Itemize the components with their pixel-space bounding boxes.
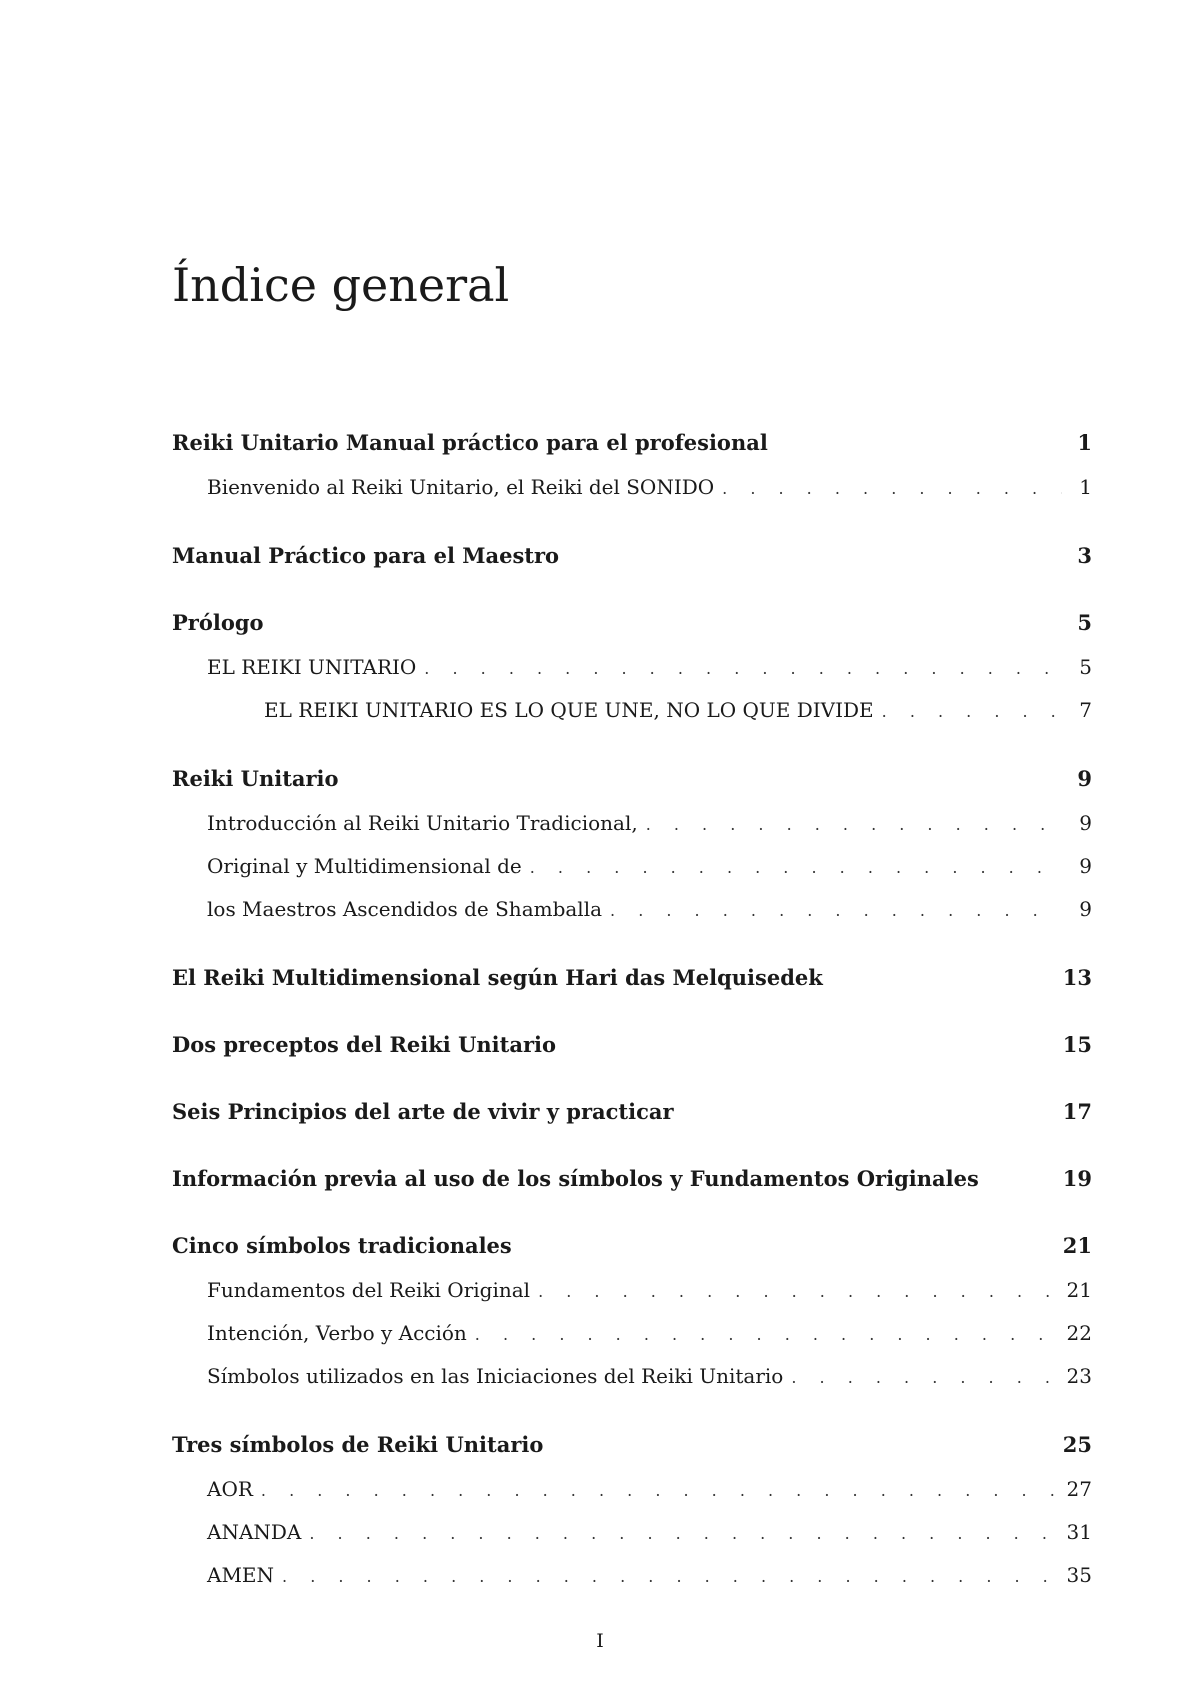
dot-leader bbox=[882, 690, 1062, 733]
toc-section-entry[interactable] bbox=[172, 1468, 1092, 1511]
dot-leader bbox=[475, 1313, 1059, 1356]
toc-section-page: 1 bbox=[1079, 475, 1092, 499]
toc-section-entry[interactable] bbox=[172, 1511, 1092, 1554]
toc-chapter-page: 21 bbox=[1062, 1233, 1092, 1258]
toc-chapter-title: Reiki Unitario bbox=[172, 766, 339, 791]
toc-chapter-entry[interactable] bbox=[172, 1233, 1092, 1266]
dot-leader bbox=[530, 846, 1062, 889]
toc-section-page: 7 bbox=[1079, 698, 1092, 722]
dot-leader bbox=[722, 467, 1062, 510]
toc-chapter-page: 1 bbox=[1077, 430, 1092, 455]
toc-section-page: 35 bbox=[1066, 1563, 1092, 1587]
toc-chapter-entry[interactable] bbox=[172, 430, 1092, 463]
toc-chapter-page: 25 bbox=[1062, 1432, 1092, 1457]
dot-leader bbox=[646, 803, 1062, 846]
toc-section-title: EL REIKI UNITARIO ES LO QUE UNE, NO LO QUE DIVIDE bbox=[264, 698, 874, 722]
toc-chapter-entry[interactable] bbox=[172, 965, 1092, 998]
toc-chapter-title: Reiki Unitario Manual práctico para el profesional bbox=[172, 430, 768, 455]
dot-leader bbox=[424, 647, 1062, 690]
dot-leader bbox=[610, 889, 1062, 932]
toc-section-title: los Maestros Ascendidos de Shamballa bbox=[207, 897, 603, 921]
toc-section-page: 31 bbox=[1066, 1520, 1092, 1544]
toc-section-entry[interactable] bbox=[172, 1554, 1092, 1597]
toc-section-page: 23 bbox=[1066, 1364, 1092, 1388]
page-number: I bbox=[596, 1630, 604, 1652]
toc-chapter-page: 13 bbox=[1062, 965, 1092, 990]
toc-chapter-page: 17 bbox=[1062, 1099, 1092, 1124]
toc-section-entry[interactable] bbox=[172, 1355, 1092, 1398]
toc-chapter-page: 15 bbox=[1062, 1032, 1092, 1057]
toc-section-title: Introducción al Reiki Unitario Tradicional, bbox=[207, 811, 638, 835]
toc-chapter-entry[interactable] bbox=[172, 1432, 1092, 1465]
table-of-contents bbox=[172, 430, 1092, 1597]
toc-section-entry[interactable] bbox=[172, 802, 1092, 845]
toc-chapter-entry[interactable] bbox=[172, 1099, 1092, 1132]
toc-subsection-entry[interactable] bbox=[172, 689, 1092, 732]
toc-section-title: Fundamentos del Reiki Original bbox=[207, 1278, 531, 1302]
toc-chapter-page: 19 bbox=[1062, 1166, 1092, 1191]
toc-chapter-title: Dos preceptos del Reiki Unitario bbox=[172, 1032, 557, 1057]
toc-chapter-entry[interactable] bbox=[172, 610, 1092, 643]
dot-leader bbox=[309, 1512, 1058, 1555]
toc-chapter-entry[interactable] bbox=[172, 1032, 1092, 1065]
toc-section-title: Símbolos utilizados en las Iniciaciones del Reiki Unitario bbox=[207, 1364, 784, 1388]
toc-section-title: AOR bbox=[207, 1477, 253, 1501]
toc-chapter-title: Información previa al uso de los símbolos y Fundamentos Originales bbox=[172, 1166, 979, 1191]
toc-chapter-title: Prólogo bbox=[172, 610, 264, 635]
toc-chapter-title: Tres símbolos de Reiki Unitario bbox=[172, 1432, 544, 1457]
toc-section-title: EL REIKI UNITARIO bbox=[207, 655, 417, 679]
toc-chapter-page: 5 bbox=[1077, 610, 1092, 635]
dot-leader bbox=[261, 1469, 1059, 1512]
toc-section-page: 27 bbox=[1066, 1477, 1092, 1501]
toc-section-page: 5 bbox=[1079, 655, 1092, 679]
dot-leader bbox=[791, 1356, 1058, 1399]
toc-section-page: 9 bbox=[1079, 811, 1092, 835]
toc-section-entry[interactable] bbox=[172, 888, 1092, 931]
toc-section-entry[interactable] bbox=[172, 1312, 1092, 1355]
dot-leader bbox=[282, 1555, 1059, 1598]
toc-chapter-entry[interactable] bbox=[172, 1166, 1092, 1199]
dot-leader bbox=[538, 1270, 1058, 1313]
toc-chapter-page: 9 bbox=[1077, 766, 1092, 791]
toc-section-title: AMEN bbox=[207, 1563, 275, 1587]
toc-section-page: 21 bbox=[1066, 1278, 1092, 1302]
toc-section-entry[interactable] bbox=[172, 1269, 1092, 1312]
toc-chapter-title: Manual Práctico para el Maestro bbox=[172, 543, 560, 568]
toc-chapter-title: Cinco símbolos tradicionales bbox=[172, 1233, 512, 1258]
toc-section-entry[interactable] bbox=[172, 845, 1092, 888]
toc-section-title: Original y Multidimensional de bbox=[207, 854, 522, 878]
toc-section-page: 9 bbox=[1079, 897, 1092, 921]
page-title: Índice general bbox=[172, 258, 510, 312]
toc-section-title: Bienvenido al Reiki Unitario, el Reiki del SONIDO bbox=[207, 475, 715, 499]
toc-chapter-page: 3 bbox=[1077, 543, 1092, 568]
toc-section-entry[interactable] bbox=[172, 646, 1092, 689]
toc-chapter-entry[interactable] bbox=[172, 766, 1092, 799]
toc-section-page: 22 bbox=[1066, 1321, 1092, 1345]
toc-section-title: Intención, Verbo y Acción bbox=[207, 1321, 467, 1345]
toc-section-title: ANANDA bbox=[207, 1520, 302, 1544]
toc-section-entry[interactable] bbox=[172, 466, 1092, 509]
toc-chapter-title: Seis Principios del arte de vivir y practicar bbox=[172, 1099, 674, 1124]
toc-section-page: 9 bbox=[1079, 854, 1092, 878]
toc-chapter-title: El Reiki Multidimensional según Hari das Melquisedek bbox=[172, 965, 823, 990]
toc-chapter-entry[interactable] bbox=[172, 543, 1092, 576]
